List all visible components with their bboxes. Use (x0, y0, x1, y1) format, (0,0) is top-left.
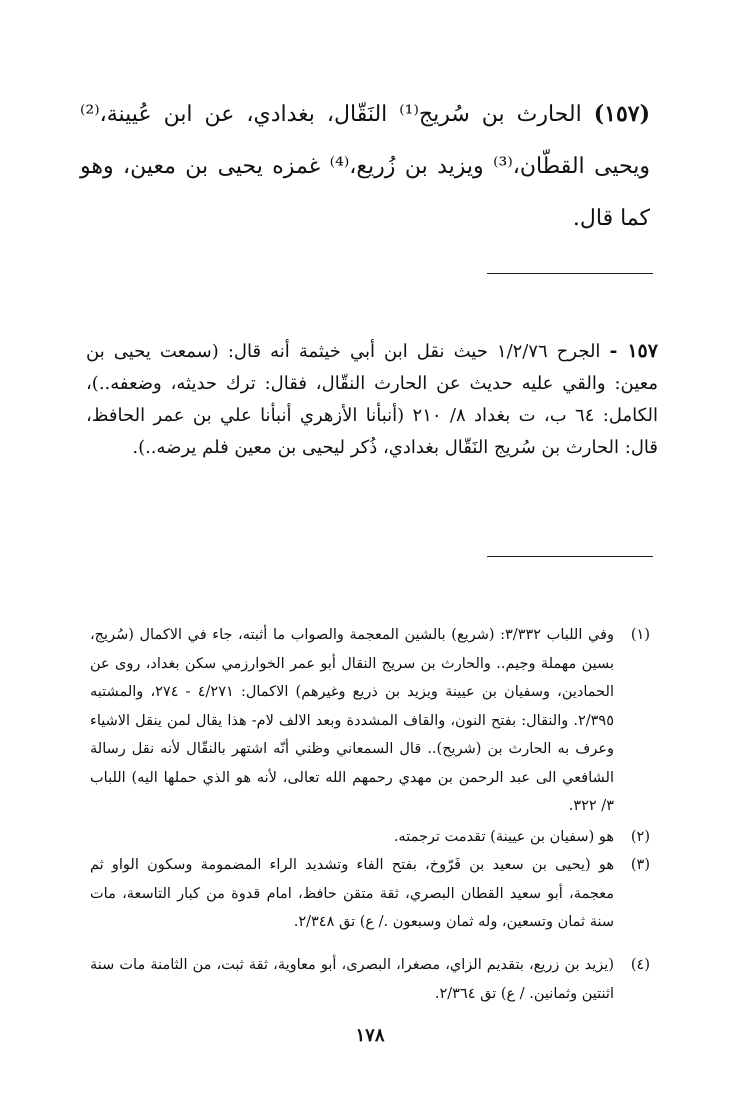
footnote-number: (٢) (630, 829, 650, 845)
entry-number: (١٥٧) (593, 101, 650, 127)
footnote-separator-rule (487, 556, 653, 557)
main-entry (80, 88, 650, 245)
footnote (90, 823, 650, 852)
footnote-text: هو (يحيى بن سعيد بن فَرّوخ، بفتح الفاء وتشديد الراء المضمومة وسكون الواو ثم معجمة، أبو سعيد القطان البصري، ثقة متقن حافظ، امام قدوة من كبار التاسعة، مات سنة ثمان وتسعين، وله ثمان وسبعون ./ ع) تق ٢/٣٤٨. (90, 857, 614, 930)
commentary-text: الجرح ١/٢/٧٦ حيث نقل ابن أبي خيثمة أنه قال: (سمعت يحيى بن معين: والقي عليه حديث عن الحارث النقّال، فقال: ترك حديثه، وضعفه..)، الكامل: ٦٤ ب، ت بغداد ٨/ ٢١٠ (أنبأنا الأزهري أنبأنا علي بن عمر الحافظ، قال: الحارث بن سُريج النَقّال بغدادي، ذُكر ليحيى بن معين فلم يرضه..). (86, 341, 658, 458)
separator-rule (487, 273, 653, 274)
footnote-number: (٣) (630, 857, 650, 873)
page-number: ١٧٨ (355, 1025, 385, 1046)
commentary-number: ١٥٧ - (609, 340, 658, 362)
footnote-number: (١) (630, 627, 650, 643)
footnote-text: (يزيد بن زريع، بتقديم الزاي، مصغرا، البصرى، أبو معاوية، ثقة ثبت، من الثامنة مات سنة اثنتين وثمانين. / ع) تق ٢/٣٦٤. (90, 957, 614, 1002)
footnote-number: (٤) (630, 957, 650, 973)
commentary-note (86, 335, 658, 464)
footnote (90, 951, 650, 1008)
footnote (90, 851, 650, 937)
footnote-text: هو (سفيان بن عيينة) تقدمت ترجمته. (393, 829, 614, 845)
entry-text: الحارث بن سُريج⁽¹⁾ النَقّال، بغدادي، عن ابن عُيينة،⁽²⁾ ويحيى القطّان،⁽³⁾ ويزيد بن زُريع،⁽⁴⁾ غمزه يحيى بن معين، وهو كما قال. (80, 102, 651, 231)
footnote-text: وفي اللباب ٣/٣٣٢: (شريع) بالشين المعجمة والصواب ما أثبته، جاء في الاكمال (سُريج، بسين مهملة وجيم.. والحارث بن سريج النقال أبو عمر الخوارزمي سكن بغداد، روى عن الحمادين، وسفيان بن عيينة ويزيد بن ذريع وغيرهم) الاكمال: ٤/٢٧١ - ٢٧٤، والمشتبه ٢/٣٩٥. والنقال: بفتح النون، والقاف المشددة وبعد الالف لام- هذا يقال لمن ينقل الاشياء وعرف به الحارث بن (شريح).. قال السمعاني وظني أنّه اشتهر بالنقّال لأنه نقل رسالة الشافعي الى عبد الرحمن بن مهدي رحمهم الله تعالى، لأنه هو الذي حملها اليه) اللباب ٣/ ٣٢٢. (90, 627, 614, 814)
footnote (90, 621, 650, 821)
